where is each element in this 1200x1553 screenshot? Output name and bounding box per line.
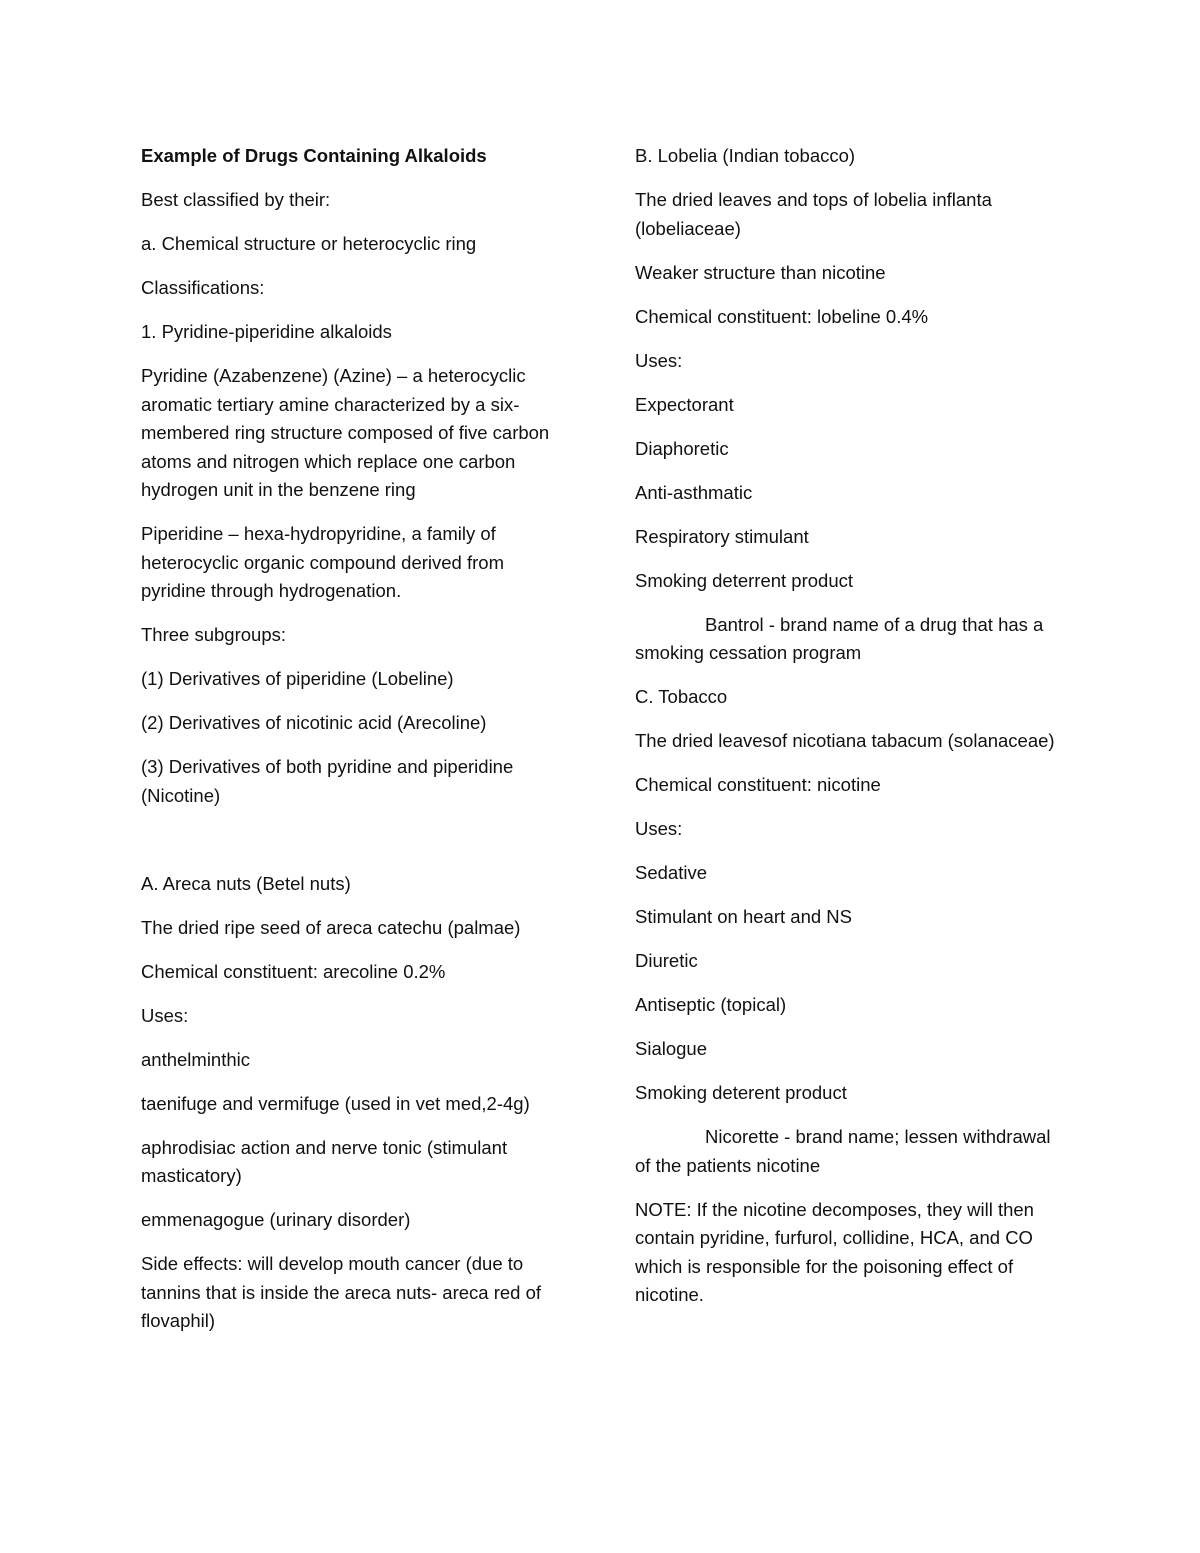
note-paragraph: NOTE: If the nicotine decomposes, they will then contain pyridine, furfurol, collidine, HCA, and CO which is responsible for the poisoning effect of nicotine. <box>635 1198 1034 1305</box>
paragraph: Nicorette - brand name; lessen withdrawal of the patients nicotine <box>635 1126 1051 1176</box>
paragraph: Uses: <box>141 1004 189 1026</box>
paragraph: Bantrol - brand name of a drug that has a smoking cessation program <box>635 613 1044 663</box>
paragraph: Side effects: will develop mouth cancer (due to tannins that is inside the areca nuts- areca red of flovaphil) <box>141 1253 542 1331</box>
list-item: Anti-asthmatic <box>635 481 753 503</box>
paragraph: Uses: <box>635 818 683 839</box>
list-item: (3) Derivatives of both pyridine and piperidine (Nicotine) <box>141 756 514 806</box>
list-item: aphrodisiac action and nerve tonic (stimulant masticatory) <box>141 1136 508 1186</box>
list-item: (2) Derivatives of nicotinic acid (Arecoline) <box>141 712 487 733</box>
document-title: Example of Drugs Containing Alkaloids <box>141 145 487 166</box>
paragraph: The dried leaves and tops of lobelia inflanta (lobeliaceae) <box>635 189 992 239</box>
paragraph: Best classified by their: <box>141 189 331 210</box>
paragraph: Chemical constituent: arecoline 0.2% <box>141 960 446 982</box>
paragraph: Pyridine (Azabenzene) (Azine) – a heterocyclic aromatic tertiary amine characterized by a six-membered ring structure composed of five carbon atoms and nitrogen which replace one carbon hydrogen unit in the benzene ring <box>141 365 550 500</box>
paragraph: The dried ripe seed of areca catechu (palmae) <box>141 916 521 938</box>
list-item: Sialogue <box>635 1038 708 1059</box>
paragraph: Classifications: <box>141 277 265 298</box>
paragraph: Chemical constituent: lobeline 0.4% <box>635 305 929 327</box>
paragraph: Piperidine – hexa-hydropyridine, a family of heterocyclic organic compound derived from pyridine through hydrogenation. <box>141 523 504 601</box>
paragraph: Chemical constituent: nicotine <box>635 774 881 795</box>
list-item: (1) Derivatives of piperidine (Lobeline) <box>141 668 454 689</box>
list-item: Respiratory stimulant <box>635 525 809 547</box>
list-item: Stimulant on heart and NS <box>635 906 852 927</box>
list-item: Smoking deterent product <box>635 1082 847 1103</box>
paragraph: Weaker structure than nicotine <box>635 261 886 283</box>
list-item: Smoking deterrent product <box>635 569 854 591</box>
paragraph: a. Chemical structure or heterocyclic ring <box>141 233 477 254</box>
list-item: Expectorant <box>635 393 734 415</box>
list-item: taenifuge and vermifuge (used in vet med,2-4g) <box>141 1092 530 1114</box>
list-item: Sedative <box>635 862 707 883</box>
right-column <box>635 142 1065 1325</box>
paragraph: The dried leavesof nicotiana tabacum (solanaceae) <box>635 730 1055 751</box>
left-column <box>141 142 571 1351</box>
list-item: Diaphoretic <box>635 437 729 459</box>
list-item: anthelminthic <box>141 1048 251 1070</box>
section-heading: C. Tobacco <box>635 686 728 707</box>
list-item: Diuretic <box>635 950 698 971</box>
paragraph: Uses: <box>635 349 683 371</box>
paragraph: 1. Pyridine-piperidine alkaloids <box>141 321 392 342</box>
section-heading: B. Lobelia (Indian tobacco) <box>635 145 856 166</box>
list-item: Antiseptic (topical) <box>635 994 787 1015</box>
spacer <box>141 826 571 870</box>
section-heading: A. Areca nuts (Betel nuts) <box>141 872 351 894</box>
paragraph: Three subgroups: <box>141 624 287 645</box>
list-item: emmenagogue (urinary disorder) <box>141 1209 411 1230</box>
